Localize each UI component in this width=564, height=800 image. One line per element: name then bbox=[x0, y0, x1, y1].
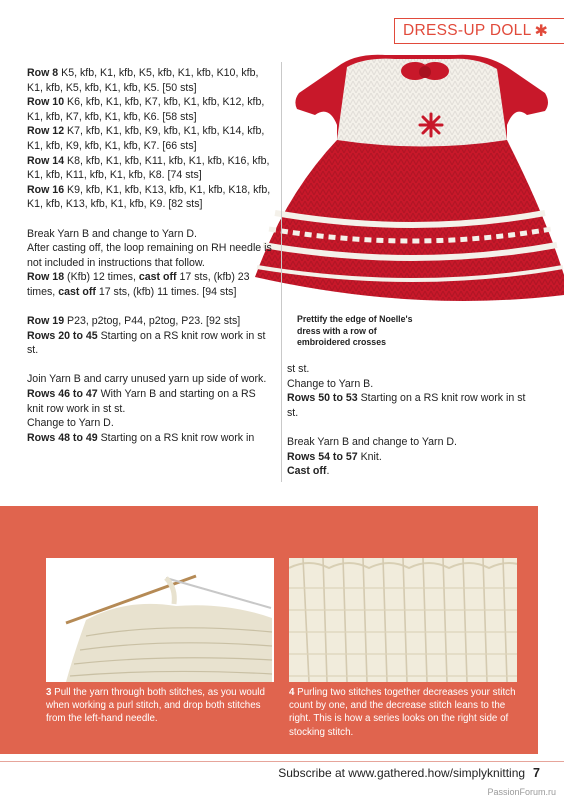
step-4-text: Purling two stitches together decreases your stitch count by one, and the decrease stitch leans to the right. This is how a series looks on the right side of stocking stitch. bbox=[289, 687, 516, 738]
instruction-keyword: Rows 48 to 49 bbox=[27, 431, 98, 444]
instruction-text: K5, kfb, K1, kfb, K5, kfb, K1, kfb, K10, kfb, K1, kfb, K5, kfb, K1, kfb, K5. [50 sts] bbox=[27, 67, 259, 94]
instruction-line bbox=[27, 124, 272, 153]
instruction-text: Starting on a RS knit row work in st st. bbox=[287, 392, 526, 419]
instruction-line bbox=[287, 377, 537, 392]
instruction-line bbox=[27, 154, 272, 183]
instruction-text: P23, p2tog, P44, p2tog, P23. [92 sts] bbox=[64, 315, 241, 328]
photo-caption: Prettify the edge of Noelle's dress with a row of embroidered crosses bbox=[297, 314, 413, 347]
paragraph-gap bbox=[287, 420, 537, 435]
instruction-text: (Kfb) 12 times, bbox=[64, 271, 139, 284]
instruction-line bbox=[27, 416, 272, 431]
instruction-text: Break Yarn B and change to Yarn D. bbox=[287, 435, 458, 448]
paragraph-gap bbox=[27, 212, 272, 227]
star-icon: ✱ bbox=[534, 23, 548, 40]
instruction-text: K6, kfb, K1, kfb, K7, kfb, K1, kfb, K12, kfb, K1, kfb, K7, kfb, K1, kfb, K6. [58 sts] bbox=[27, 96, 265, 123]
instruction-line bbox=[27, 95, 272, 124]
instruction-keyword: Row 16 bbox=[27, 183, 65, 196]
instruction-line bbox=[27, 183, 272, 212]
page-number: 7 bbox=[533, 766, 540, 780]
instruction-keyword: Row 8 bbox=[27, 67, 59, 79]
step-3-photo bbox=[46, 558, 274, 682]
instruction-keyword: Rows 54 to 57 bbox=[287, 450, 358, 463]
step-4-photo bbox=[289, 558, 517, 682]
instruction-line bbox=[27, 66, 272, 95]
instruction-text: K8, kfb, K1, kfb, K11, kfb, K1, kfb, K16, kfb, K1, kfb, K11, kfb, K1, kfb, K8. [74 sts] bbox=[27, 154, 270, 182]
section-tag bbox=[394, 18, 564, 44]
pattern-instructions-left bbox=[27, 66, 272, 445]
step-3-number: 3 bbox=[46, 687, 52, 698]
instruction-text: After casting off, the loop remaining on RH needle is not included in instructions that follow. bbox=[27, 242, 272, 269]
instruction-keyword: cast off bbox=[58, 285, 96, 298]
instruction-text: Change to Yarn B. bbox=[287, 377, 374, 390]
section-title: DRESS-UP DOLL bbox=[403, 22, 532, 39]
instruction-line bbox=[287, 391, 537, 420]
instruction-keyword: cast off bbox=[138, 271, 177, 284]
step-4-caption bbox=[289, 686, 521, 739]
step-4-number: 4 bbox=[289, 687, 295, 698]
instruction-keyword: Cast off bbox=[287, 465, 327, 478]
footer bbox=[278, 766, 540, 780]
paragraph-gap bbox=[27, 358, 272, 373]
instruction-keyword: Rows 50 to 53 bbox=[287, 392, 358, 405]
instruction-line bbox=[27, 270, 272, 299]
instruction-line bbox=[27, 227, 272, 242]
instruction-keyword: Rows 46 to 47 bbox=[27, 388, 98, 401]
instruction-text: 17 sts, (kfb) 23 times, bbox=[27, 271, 250, 298]
instruction-keyword: Row 10 bbox=[27, 96, 65, 109]
subscribe-link[interactable]: Subscribe at www.gathered.how/simplyknitting bbox=[278, 766, 526, 780]
instruction-line bbox=[287, 435, 537, 450]
instruction-text: st st. bbox=[287, 363, 310, 375]
instruction-keyword: Row 14 bbox=[27, 154, 65, 167]
instruction-line bbox=[27, 372, 272, 387]
instruction-text: 17 sts, (kfb) 11 times. [94 sts] bbox=[95, 285, 237, 298]
paragraph-gap bbox=[27, 300, 272, 315]
instruction-line bbox=[27, 387, 272, 416]
instruction-text: Starting on a RS knit row work in bbox=[97, 431, 255, 444]
instruction-text: Join Yarn B and carry unused yarn up side of work. bbox=[27, 373, 267, 386]
footer-rule bbox=[0, 761, 564, 762]
instruction-line bbox=[27, 329, 272, 358]
instruction-keyword: Row 12 bbox=[27, 125, 65, 138]
column-divider bbox=[281, 62, 282, 482]
instruction-text: K7, kfb, K1, kfb, K9, kfb, K1, kfb, K14, kfb, K1, kfb, K9, kfb, K1, kfb, K7. [66 sts] bbox=[27, 125, 265, 152]
step-3-caption bbox=[46, 686, 276, 726]
instruction-text: . bbox=[326, 465, 330, 478]
instruction-keyword: Rows 20 to 45 bbox=[27, 329, 98, 342]
instruction-text: Knit. bbox=[357, 450, 382, 463]
instruction-keyword: Row 18 bbox=[27, 271, 65, 284]
step-3-text: Pull the yarn through both stitches, as you would when working a purl stitch, and drop both stitches from the left-hand needle. bbox=[46, 687, 265, 725]
pattern-instructions-right bbox=[287, 362, 537, 479]
instruction-line bbox=[27, 431, 272, 446]
watermark: PassionForum.ru bbox=[487, 787, 556, 797]
instruction-text: K9, kfb, K1, kfb, K13, kfb, K1, kfb, K18, kfb, K1, kfb, K13, kfb, K1, kfb, K9. [82 sts] bbox=[27, 183, 271, 211]
instruction-line bbox=[287, 464, 537, 479]
instruction-text: Starting on a RS knit row work in st st. bbox=[27, 329, 266, 357]
dress-photo bbox=[245, 45, 564, 303]
instruction-text: Break Yarn B and change to Yarn D. bbox=[27, 227, 198, 240]
instruction-line bbox=[287, 362, 537, 377]
instruction-text: Change to Yarn D. bbox=[27, 417, 114, 430]
instruction-line bbox=[27, 241, 272, 270]
instruction-line bbox=[287, 450, 537, 465]
instruction-text: With Yarn B and starting on a RS knit row work in st st. bbox=[27, 388, 256, 415]
instruction-line bbox=[27, 314, 272, 329]
instruction-keyword: Row 19 bbox=[27, 315, 65, 328]
